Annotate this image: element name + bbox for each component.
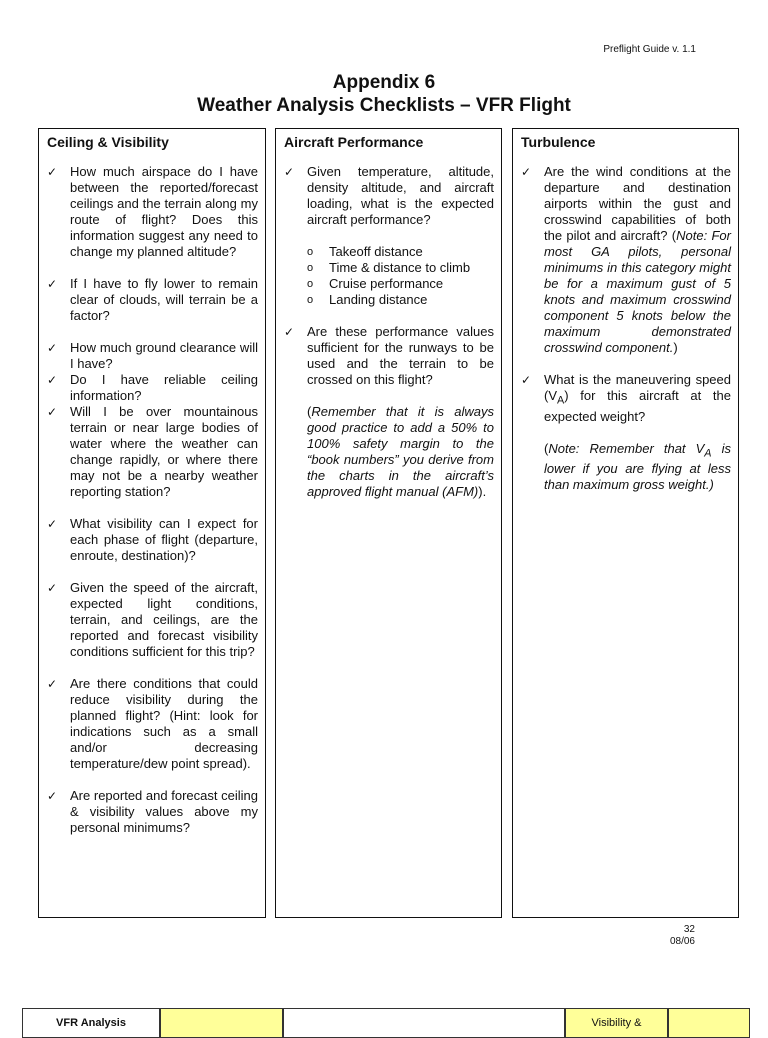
sub-item: o Landing distance — [307, 292, 428, 307]
checklist-item: ✓ Do I have reliable ceiling information? — [47, 372, 258, 403]
checklist-item: ✓ Are there conditions that could reduce visibility during the planned flight? (Hint: look for indications such as a small and/or decreasing temperature/dew point spread). — [47, 676, 258, 771]
check-icon: ✓ — [47, 277, 58, 291]
column-heading: Ceiling & Visibility — [47, 134, 169, 150]
checklist-item: ✓ Are reported and forecast ceiling & visibility values above my personal minimums? — [47, 788, 258, 835]
checklist-item: ✓ If I have to fly lower to remain clear of clouds, will terrain be a factor? — [47, 276, 258, 323]
check-icon: ✓ — [47, 581, 58, 595]
checklist-item: ✓ What visibility can I expect for each phase of flight (departure, enroute, destination)? — [47, 516, 258, 563]
bullet-icon: o — [307, 278, 314, 290]
check-icon: ✓ — [47, 373, 58, 387]
table-cell — [668, 1008, 750, 1038]
version-label: Preflight Guide v. 1.1 — [603, 44, 696, 55]
checklist-item: ✓ Given the speed of the aircraft, expected light conditions, terrain, and ceilings, are the reported and forecast visibility conditions sufficient for this trip? — [47, 580, 258, 659]
checklist-item: ✓ How much airspace do I have between the reported/forecast ceilings and the terrain along my route of flight? Does this information suggest any need to change my planned altitude? — [47, 164, 258, 259]
column-heading: Turbulence — [521, 134, 596, 150]
check-icon: ✓ — [284, 325, 295, 339]
check-icon: ✓ — [47, 677, 58, 691]
column-heading: Aircraft Performance — [284, 134, 424, 150]
check-icon: ✓ — [521, 373, 532, 387]
check-icon: ✓ — [284, 165, 295, 179]
ceiling-visibility-column — [38, 128, 266, 918]
page-subtitle: Weather Analysis Checklists – VFR Flight — [197, 95, 571, 116]
checklist-item: ✓ Are these performance values sufficient for the runways to be used and the terrain to be crossed on this flight? — [284, 324, 494, 387]
table-cell — [160, 1008, 283, 1038]
table-cell — [283, 1008, 565, 1038]
sub-item: o Time & distance to climb — [307, 260, 471, 275]
check-icon: ✓ — [47, 341, 58, 355]
checklist-item: ✓ What is the maneuvering speed $(V_A)$ for this aircraft at the expected weight? — [521, 372, 731, 424]
checklist-item: ✓ Will I be over mountainous terrain or near large bodies of water where the weather can change rapidly, or where there may not be a nearby weather reporting station? — [47, 404, 258, 499]
page-title: Appendix 6 — [332, 72, 436, 93]
table-cell: VFR Analysis — [22, 1008, 160, 1038]
turbulence-column — [512, 128, 739, 918]
bullet-icon: o — [307, 246, 314, 258]
table-cell: Visibility & — [565, 1008, 668, 1038]
vfr-analysis-table — [22, 1008, 750, 1038]
safety-margin-note: (Remember that it is always good practice to add a 50% to 100% safety margin to the “book numbers” you derive from the charts in the aircraft’s approved flight manual (AFM)). — [307, 404, 494, 499]
check-icon: ✓ — [47, 165, 58, 179]
sub-item: o Cruise performance — [307, 276, 444, 291]
maneuvering-speed-note: (Note: Remember that $V_A$ is lower if you are flying at less than maximum gross weight.) — [544, 440, 731, 493]
aircraft-performance-column — [275, 128, 502, 918]
bullet-icon: o — [307, 294, 314, 306]
check-icon: ✓ — [521, 165, 532, 179]
checklist-item: ✓ Given temperature, altitude, density altitude, and aircraft loading, what is the expected aircraft performance? — [284, 164, 494, 227]
checklist-item: ✓ How much ground clearance will I have? — [47, 340, 258, 371]
check-icon: ✓ — [47, 517, 58, 531]
check-icon: ✓ — [47, 789, 58, 803]
checklist-item: ✓ Are the wind conditions at the departure and destination airports within the gust and crosswind capabilities of both the pilot and aircraft? (Note: For most GA pilots, personal minimums in this category might be for a maximum gust of 5 knots and maximum crosswind component 5 knots below the maximum demonstrated crosswind component.) — [521, 164, 731, 355]
check-icon: ✓ — [47, 405, 58, 419]
sub-item: o Takeoff distance — [307, 244, 423, 259]
bullet-icon: o — [307, 262, 314, 274]
page-number: 32 08/06 — [669, 924, 695, 947]
